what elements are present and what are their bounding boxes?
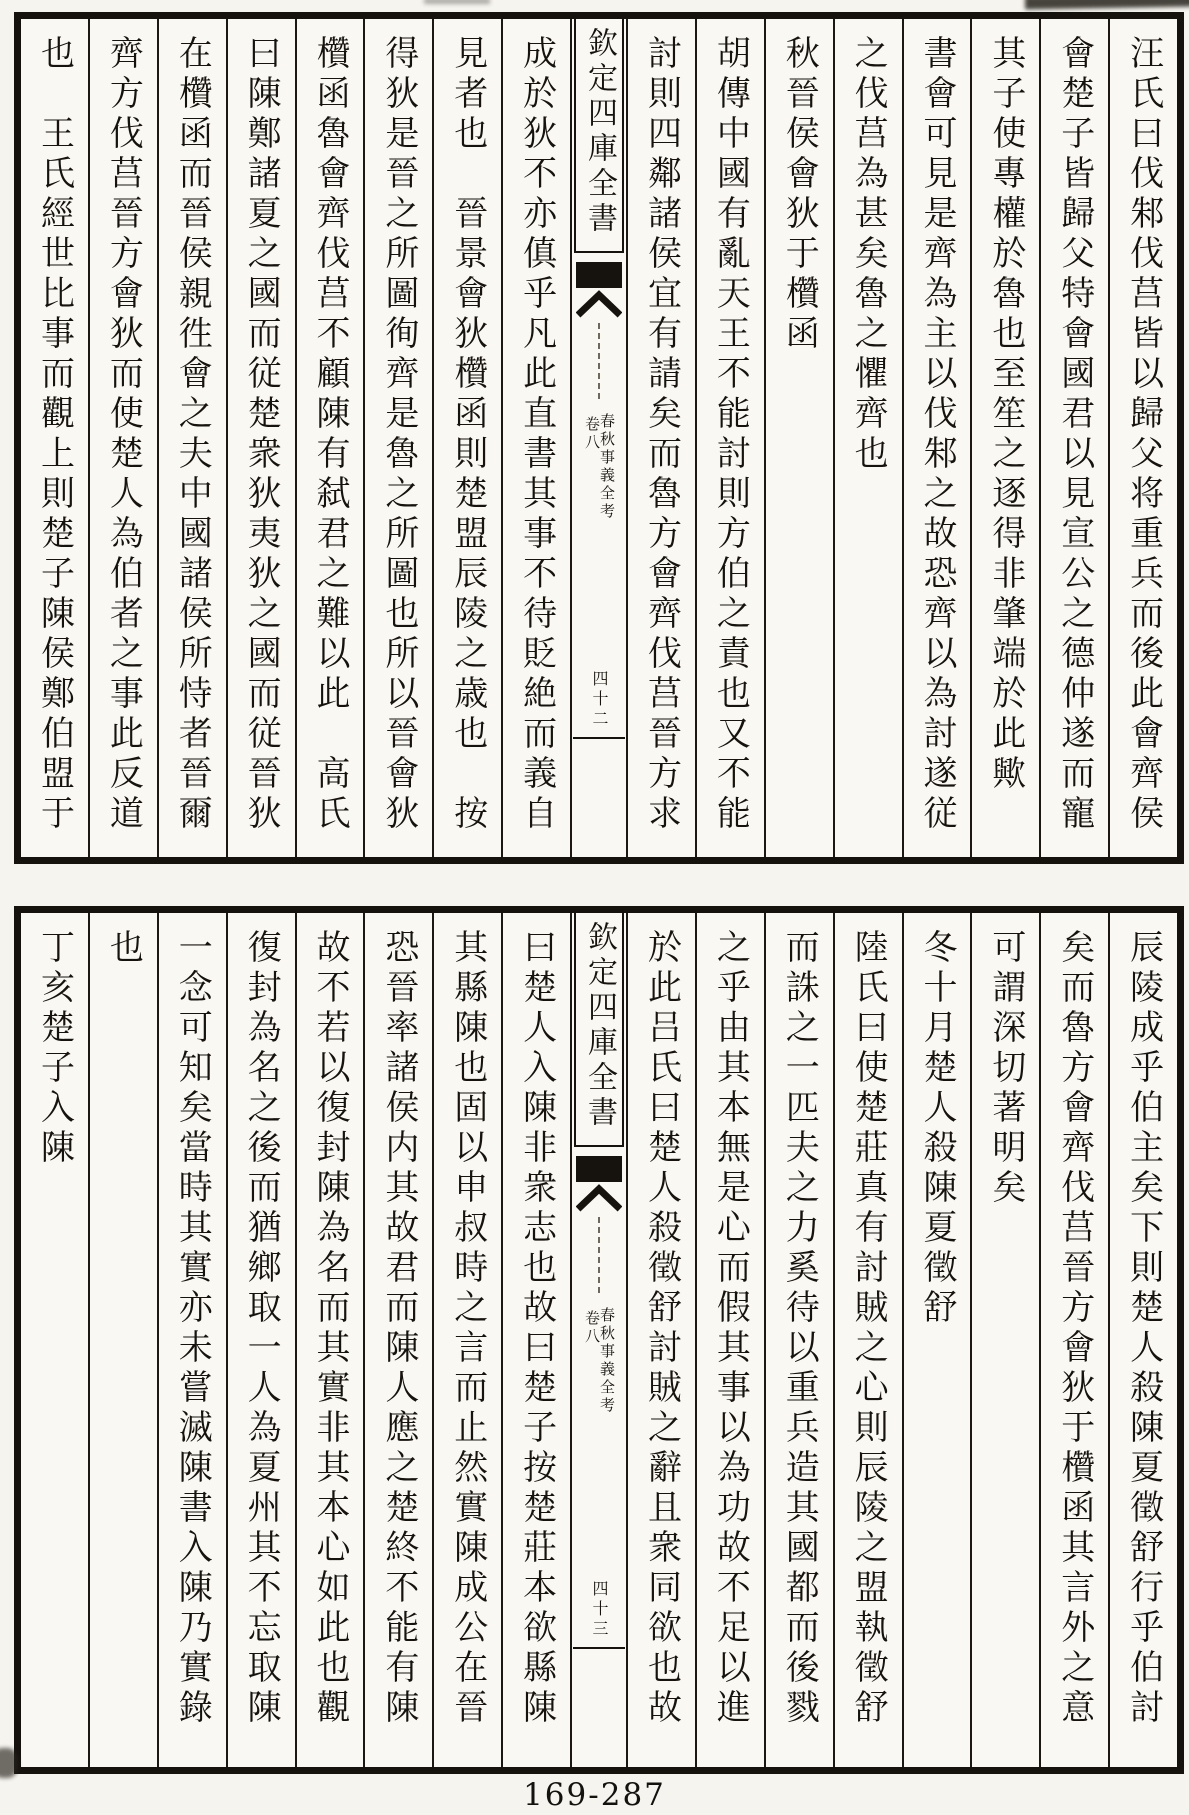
scan-smudge	[424, 0, 490, 4]
text-column	[88, 913, 157, 1767]
column-text: 書會可見是齊為主以伐邾之故恐齊以為討遂従	[916, 35, 957, 835]
text-column	[626, 19, 695, 857]
text-column	[226, 913, 295, 1767]
text-column	[21, 913, 88, 1767]
column-text: 可謂深切著明矣	[985, 929, 1026, 1209]
column-text: 曰陳鄭諸夏之國而従楚衆狄夷狄之國而従晉狄	[241, 35, 282, 835]
work-title-group	[584, 413, 614, 521]
work-title-group	[584, 1307, 614, 1415]
fold-dotted-line	[598, 1217, 600, 1293]
column-text: 復封為名之後而猶鄉取一人為夏州其不忘取陳	[241, 929, 282, 1729]
column-text: 丁亥楚子入陳	[34, 929, 75, 1169]
text-column	[295, 19, 364, 857]
text-column	[695, 19, 764, 857]
column-text: 之伐莒為甚矣魯之懼齊也	[848, 35, 889, 475]
folio-rule	[573, 1647, 625, 1649]
juan-number: 卷八	[583, 416, 601, 452]
folio-number: 四十二	[590, 670, 609, 730]
text-column	[1108, 913, 1177, 1767]
folio-rule	[573, 737, 625, 739]
column-text: 會楚子皆歸父特會國君以見宣公之德仲遂而寵	[1054, 35, 1095, 835]
column-text: 曰楚人入陳非衆志也故曰楚子按楚莊本欲縣陳	[516, 929, 557, 1729]
center-fold-column	[570, 19, 626, 857]
column-text: 得狄是晉之所圖徇齊是魯之所圖也所以晉會狄	[378, 35, 419, 835]
column-text: 成於狄不亦傎乎凡此直書其事不待貶絶而義自	[516, 35, 557, 835]
bottom-page-block	[14, 906, 1184, 1774]
text-column	[432, 913, 501, 1767]
text-column	[1039, 913, 1108, 1767]
text-column	[501, 19, 570, 857]
text-column	[363, 913, 432, 1767]
text-column	[764, 19, 833, 857]
column-text: 陸氏曰使楚莊真有討賊之心則辰陵之盟執徵舒	[848, 929, 889, 1729]
text-column	[21, 19, 88, 857]
text-column	[432, 19, 501, 857]
fishtail-icon	[576, 262, 622, 318]
text-column	[902, 913, 971, 1767]
fishtail-icon	[576, 1156, 622, 1212]
siku-banner-box	[574, 19, 624, 253]
column-text: 也 王氏經世比事而觀上則楚子陳侯鄭伯盟于	[34, 35, 75, 835]
text-column	[626, 913, 695, 1767]
column-text: 其縣陳也固以申叔時之言而止然實陳成公在晉	[447, 929, 488, 1729]
text-column	[764, 913, 833, 1767]
text-column	[88, 19, 157, 857]
column-text: 之乎由其本無是心而假其事以為功故不足以進	[710, 929, 751, 1729]
work-title: 春秋事義全考	[598, 413, 616, 521]
column-text: 欑函魯會齊伐莒不顧陳有弑君之難以此 高氏	[309, 35, 350, 835]
text-column	[1108, 19, 1177, 857]
scan-smudge	[1025, 0, 1189, 9]
text-column	[970, 913, 1039, 1767]
center-fold-column	[570, 913, 626, 1767]
fold-dotted-line	[598, 323, 600, 399]
column-text: 汪氏曰伐邾伐莒皆以歸父将重兵而後此會齊侯	[1123, 35, 1164, 835]
column-text: 在欑函而晉侯親徃會之夫中國諸侯所恃者晉爾	[172, 35, 213, 835]
text-column	[902, 19, 971, 857]
text-column	[363, 19, 432, 857]
text-column	[833, 913, 902, 1767]
text-column	[695, 913, 764, 1767]
column-text: 於此吕氏曰楚人殺徵舒討賊之辭且衆同欲也故	[641, 929, 682, 1729]
column-text: 辰陵成乎伯主矣下則楚人殺陳夏徵舒行乎伯討	[1123, 929, 1164, 1729]
text-column	[226, 19, 295, 857]
text-column	[295, 913, 364, 1767]
siku-banner-box	[574, 913, 624, 1147]
folio-number: 四十三	[590, 1580, 609, 1640]
siku-banner: 欽定四庫全書	[582, 27, 617, 237]
column-text: 胡傳中國有亂天王不能討則方伯之責也又不能	[710, 35, 751, 835]
column-text: 其子使專權於魯也至笙之逐得非肇端於此歟	[985, 35, 1026, 795]
text-column	[1039, 19, 1108, 857]
text-column	[970, 19, 1039, 857]
text-column	[157, 913, 226, 1767]
column-text: 恐晉率諸侯内其故君而陳人應之楚終不能有陳	[378, 929, 419, 1729]
column-text: 冬十月楚人殺陳夏徵舒	[916, 929, 957, 1329]
text-column	[501, 913, 570, 1767]
text-column	[157, 19, 226, 857]
text-column	[833, 19, 902, 857]
siku-banner: 欽定四庫全書	[582, 921, 617, 1131]
column-text: 秋晉侯會狄于欑函	[779, 35, 820, 355]
column-text: 齊方伐莒晉方會狄而使楚人為伯者之事此反道	[103, 35, 144, 835]
column-text: 矣而魯方會齊伐莒晉方會狄于欑函其言外之意	[1054, 929, 1095, 1729]
column-text: 故不若以復封陳為名而其實非其本心如此也觀	[309, 929, 350, 1729]
column-text: 討則四鄰諸侯宜有請矣而魯方會齊伐莒晉方求	[641, 35, 682, 835]
juan-number: 卷八	[583, 1310, 601, 1346]
column-text: 一念可知矣當時其實亦未嘗滅陳書入陳乃實錄	[172, 929, 213, 1729]
work-title: 春秋事義全考	[598, 1307, 616, 1415]
column-text: 也	[103, 929, 144, 969]
scan-smudge	[0, 1748, 18, 1778]
column-text: 而誅之一匹夫之力奚待以重兵造其國都而後戮	[779, 929, 820, 1729]
page-number: 169-287	[523, 1777, 666, 1813]
top-page-block	[14, 12, 1184, 864]
column-text: 見者也 晉景會狄欑函則楚盟辰陵之歳也 按	[447, 35, 488, 835]
